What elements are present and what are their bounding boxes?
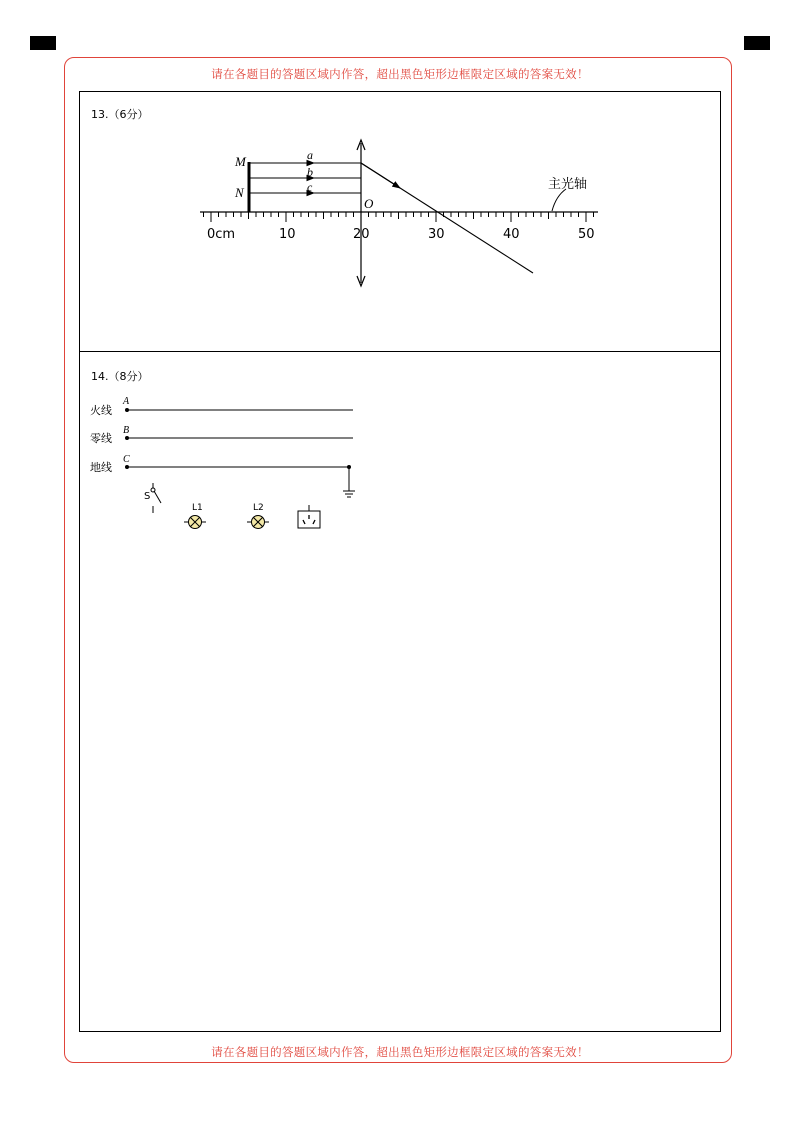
warning-text-bottom: 请在各题目的答题区域内作答，超出黑色矩形边框限定区域的答案无效！ — [211, 1045, 589, 1059]
label-m: M — [235, 154, 246, 169]
point-c: C — [123, 454, 130, 465]
principal-axis-label: 主光轴 — [548, 177, 588, 192]
convex-lens — [357, 140, 365, 286]
lamp-l2-label: L2 — [253, 503, 264, 513]
wire-live — [90, 396, 353, 417]
warning-text-top: 请在各题目的答题区域内作答，超出黑色矩形边框限定区域的答案无效！ — [211, 67, 589, 81]
ruler-label-30: 30 — [428, 227, 445, 242]
ruler-label-0: 0cm — [207, 227, 236, 242]
label-n: N — [235, 185, 244, 200]
ground-symbol — [343, 491, 355, 497]
switch-s — [144, 483, 161, 513]
point-a: A — [123, 396, 130, 407]
wire-name-neutral: 零线 — [90, 432, 112, 445]
ruler-tick-labels — [207, 227, 595, 242]
question-14-label: 14.（8分） — [91, 370, 149, 383]
ray-label-a: a — [307, 148, 313, 162]
lamp-l1-label: L1 — [192, 503, 203, 513]
ray-label-b: b — [307, 165, 313, 179]
lamp-l1 — [184, 503, 206, 529]
wire-ground — [90, 454, 351, 491]
ruler-ticks — [204, 212, 594, 222]
three-pin-socket — [298, 505, 320, 528]
ruler-label-40: 40 — [503, 227, 520, 242]
wire-name-live: 火线 — [90, 404, 112, 417]
principal-axis-callout — [548, 176, 587, 211]
ray-label-c: c — [307, 180, 313, 194]
light-rays — [249, 163, 533, 273]
question-13-label: 13.（6分） — [91, 108, 149, 121]
label-o: O — [364, 196, 374, 211]
ruler-label-50: 50 — [578, 227, 595, 242]
point-b: B — [123, 425, 130, 436]
wire-neutral — [90, 425, 353, 445]
switch-label: S — [144, 491, 151, 502]
wire-name-ground: 地线 — [90, 461, 112, 474]
lamp-l2 — [247, 503, 269, 529]
ruler-label-10: 10 — [279, 227, 296, 242]
ruler — [200, 212, 598, 222]
ruler-label-20: 20 — [353, 227, 370, 242]
